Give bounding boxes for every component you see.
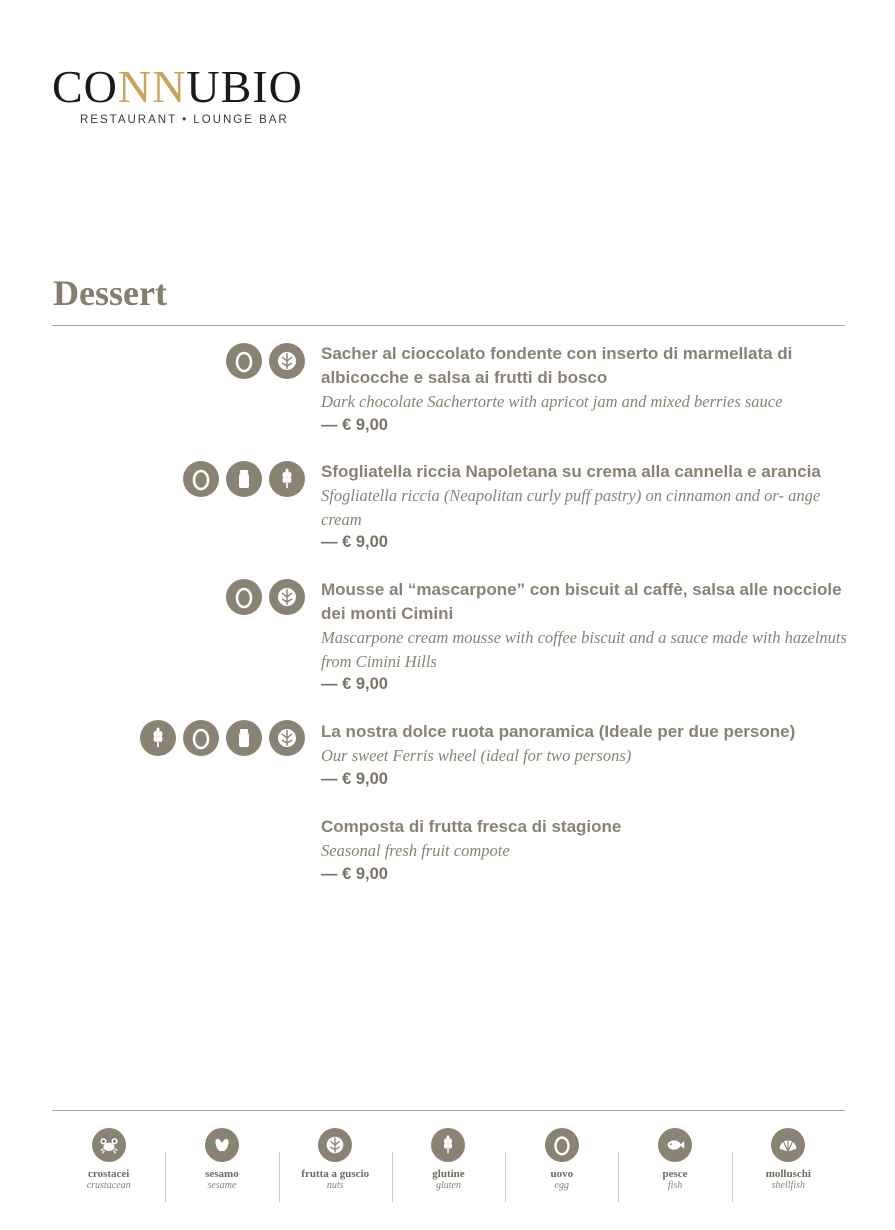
item-price: — € 9,00 [321,533,388,551]
item-title-en: Our sweet Ferris wheel (ideal for two persons) [321,746,632,765]
egg-icon [183,461,219,497]
logo-wordmark: CONNUBIO [52,61,303,112]
nuts-icon [269,579,305,615]
allergen-icons [183,461,305,497]
crab-icon [92,1128,126,1162]
legend-item-egg: uovo egg [505,1128,618,1191]
item-title-en: Dark chocolate Sachertorte with apricot jam and mixed berries sauce [321,392,783,411]
legend-item-sesame: sesamo sesame [165,1128,278,1191]
egg-icon [183,720,219,756]
item-title-it: Mousse al “mascarpone” con biscuit al caffè, salsa alle nocciole dei monti Cimini [321,580,842,623]
shellfish-icon [771,1128,805,1162]
section-title: Dessert [53,273,167,313]
egg-icon [226,579,262,615]
nuts-icon [269,343,305,379]
allergen-icons [226,579,305,615]
gluten-icon [431,1128,465,1162]
legend-item-nuts: frutta a guscio nuts [279,1128,392,1191]
fish-icon [658,1128,692,1162]
nuts-icon [269,720,305,756]
item-title-en: Sfogliatella riccia (Neapolitan curly puff pastry) on cinnamon and or- ange cream [321,486,821,529]
milk-icon [226,720,262,756]
section-divider [52,325,845,326]
legend-item-gluten: glutine gluten [392,1128,505,1191]
legend-item-fish: pesce fish [618,1128,731,1191]
egg-icon [226,343,262,379]
item-price: — € 9,00 [321,864,388,883]
menu-item [321,342,851,437]
item-price: — € 9,00 [321,769,388,788]
menu-item [321,460,851,554]
menu-item [321,578,851,696]
legend-item-shellfish: molluschi shellfish [732,1128,845,1191]
menu-item [321,720,851,791]
item-price: — € 9,00 [321,675,388,693]
nuts-icon [318,1128,352,1162]
item-title-it: La nostra dolce ruota panoramica (Ideale per due persone) [321,722,796,741]
allergen-icons [226,343,305,379]
item-title-it: Sfogliatella riccia Napoletana su crema alla cannella e arancia [321,462,821,481]
restaurant-logo [52,62,303,126]
allergen-icons [140,720,305,756]
gluten-icon [140,720,176,756]
logo-tagline: RESTAURANT • LOUNGE BAR [80,114,289,126]
gluten-icon [269,461,305,497]
menu-item [321,815,851,886]
legend-item-crustacean: crostacei crustacean [52,1128,165,1191]
item-title-en: Seasonal fresh fruit compote [321,841,510,860]
item-title-it: Composta di frutta fresca di stagione [321,817,622,836]
item-title-en: Mascarpone cream mousse with coffee biscuit and a sauce made with hazelnuts from Cimini Hills [321,628,847,671]
allergen-legend [52,1128,845,1191]
sesame-icon [205,1128,239,1162]
milk-icon [226,461,262,497]
egg-icon [545,1128,579,1162]
item-title-it: Sacher al cioccolato fondente con inserto di marmellata di albicocche e salsa ai frutti di bosco [321,344,793,387]
item-price: — € 9,00 [321,415,388,434]
legend-divider [52,1110,845,1111]
